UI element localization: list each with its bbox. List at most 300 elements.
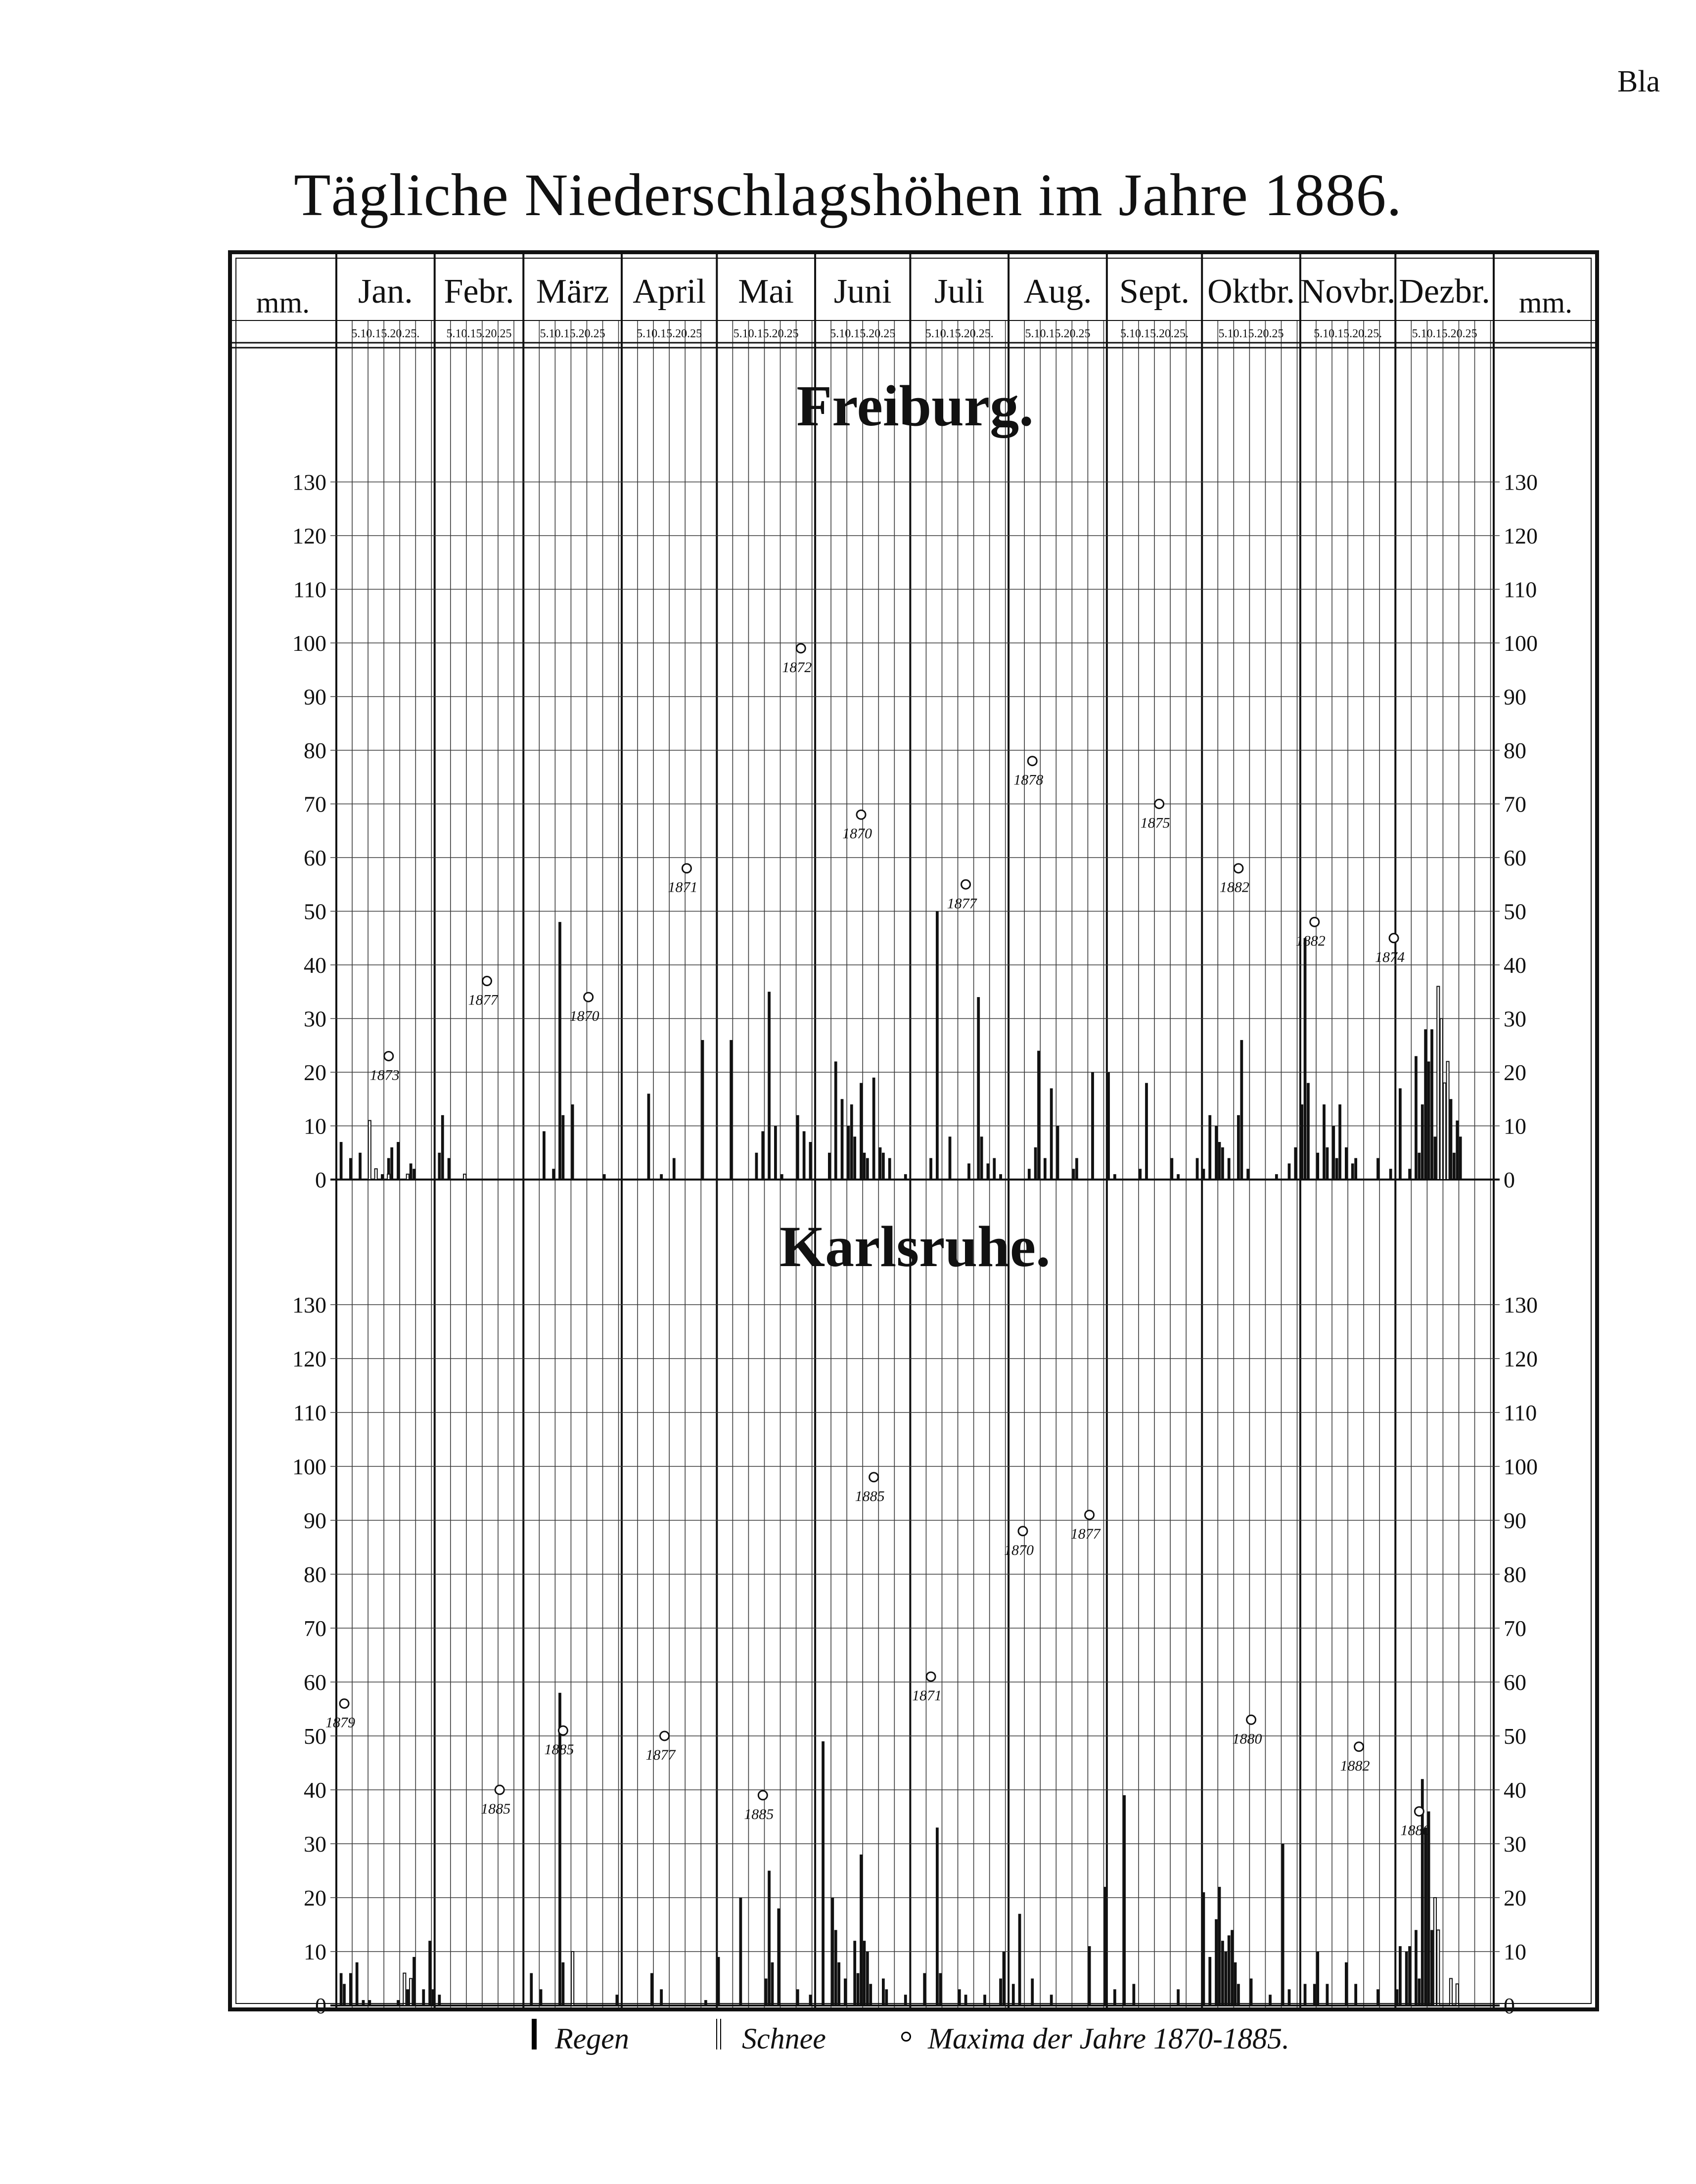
y-tick-label-right: 120: [1504, 523, 1538, 548]
rain-bar: [1237, 1115, 1240, 1180]
rain-bar: [561, 1115, 564, 1180]
rain-bar: [869, 1984, 872, 2005]
maxima-marker: [1415, 1807, 1423, 1816]
rain-bar: [1354, 1158, 1357, 1180]
maxima-marker: [1018, 1527, 1027, 1536]
rain-bar: [571, 1104, 574, 1180]
rain-bar: [1240, 1040, 1243, 1180]
month-label: Novbr.: [1300, 273, 1396, 311]
day-tick-label: 5.10.15.20.25: [830, 327, 896, 340]
rain-bar: [1215, 1126, 1218, 1180]
y-tick-label-right: 40: [1504, 1777, 1526, 1803]
maxima-marker: [340, 1699, 349, 1708]
rain-bar: [381, 1174, 384, 1180]
y-tick-label-left: 30: [304, 1006, 326, 1032]
rain-bar: [1335, 1158, 1338, 1180]
rain-bar: [1145, 1083, 1148, 1180]
day-tick-label: 5.10.15.20.25: [1025, 327, 1091, 340]
y-tick-label-right: 20: [1504, 1060, 1526, 1085]
rain-bar: [768, 992, 771, 1180]
rain-bar: [863, 1941, 866, 2005]
maxima-year-label: 1880: [1400, 1822, 1430, 1839]
rain-bar: [558, 1693, 561, 2005]
y-tick-label-right: 50: [1504, 1724, 1526, 1749]
rain-bar: [860, 1083, 863, 1180]
rain-bar: [999, 1174, 1002, 1180]
maxima-marker: [857, 810, 866, 819]
maxima-year-label: 1882: [1340, 1757, 1370, 1774]
y-tick-label-left: 40: [304, 953, 326, 978]
y-tick-label-left: 0: [315, 1993, 326, 2018]
rain-bar: [1208, 1115, 1211, 1180]
rain-bar: [1304, 938, 1307, 1180]
y-tick-label-right: 80: [1504, 738, 1526, 763]
y-tick-label-right: 130: [1504, 469, 1538, 495]
rain-bar: [1408, 1169, 1411, 1180]
y-tick-label-left: 110: [293, 1400, 326, 1425]
rain-bar: [1250, 1979, 1253, 2006]
rain-bar: [853, 1137, 856, 1180]
maxima-year-label: 1871: [668, 879, 698, 896]
snow-bar: [1446, 1061, 1449, 1180]
rain-bar: [1221, 1147, 1224, 1180]
rain-bar: [1430, 1930, 1433, 2005]
rain-bar: [1221, 1941, 1224, 2005]
y-tick-label-right: 20: [1504, 1885, 1526, 1911]
maxima-marker: [962, 880, 970, 889]
snow-bar: [407, 1174, 409, 1180]
rain-bar: [650, 1973, 653, 2005]
day-tick-label: 5.10.15.20.25: [540, 327, 605, 340]
rain-bar: [1408, 1946, 1411, 2005]
maxima-marker: [384, 1051, 393, 1060]
rain-bar: [1288, 1163, 1291, 1180]
y-tick-label-right: 120: [1504, 1346, 1538, 1371]
rain-bar: [1434, 1137, 1437, 1180]
snow-bar: [1443, 1083, 1446, 1180]
rain-bar: [1228, 1935, 1231, 2005]
maxima-marker: [1310, 917, 1319, 926]
rain-bar: [1034, 1147, 1037, 1180]
rain-bar: [882, 1979, 885, 2006]
maxima-marker: [483, 977, 492, 986]
rain-bar: [822, 1741, 825, 2005]
rain-bar: [1351, 1163, 1354, 1180]
snow-bar: [387, 1174, 390, 1180]
snow-bar: [571, 1952, 574, 2005]
rain-bar: [1326, 1984, 1329, 2005]
rain-bar: [828, 1153, 831, 1180]
y-tick-label-right: 30: [1504, 1006, 1526, 1032]
y-tick-label-right: 30: [1504, 1831, 1526, 1857]
y-tick-label-left: 130: [292, 1292, 326, 1318]
rain-bar: [761, 1131, 764, 1180]
y-tick-label-left: 10: [304, 1939, 326, 1964]
y-tick-label-left: 120: [292, 1346, 326, 1371]
y-tick-label-right: 110: [1504, 1400, 1537, 1425]
rain-bar: [543, 1131, 546, 1180]
rain-bar: [1421, 1104, 1424, 1180]
rain-bar: [1389, 1169, 1392, 1180]
rain-bar: [1044, 1158, 1047, 1180]
rain-bar: [1208, 1957, 1211, 2005]
y-tick-label-left: 80: [304, 1562, 326, 1587]
maxima-marker: [1234, 864, 1243, 873]
rain-bar: [362, 2000, 365, 2005]
maxima-year-label: 1877: [645, 1747, 676, 1763]
maxima-marker: [495, 1785, 504, 1794]
y-tick-label-left: 60: [304, 845, 326, 870]
rain-bar: [1338, 1104, 1341, 1180]
rain-bar: [359, 1153, 362, 1180]
y-tick-label-left: 10: [304, 1113, 326, 1139]
rain-bar: [939, 1973, 942, 2005]
y-tick-label-right: 100: [1504, 631, 1538, 656]
rain-bar: [987, 1163, 990, 1180]
month-label: Mai: [738, 273, 794, 311]
rain-bar: [1418, 1153, 1421, 1180]
maxima-marker: [1355, 1742, 1364, 1751]
rain-bar: [561, 1962, 564, 2005]
rain-bar: [730, 1040, 733, 1180]
maxima-marker: [1028, 757, 1037, 766]
rain-bar: [1399, 1946, 1402, 2005]
panel-title: Karlsruhe.: [779, 1214, 1051, 1279]
rain-bar: [967, 1163, 970, 1180]
day-tick-label: 5.10.15.20.25: [446, 327, 512, 340]
unit-label-right: mm.: [1518, 286, 1573, 319]
rain-bar: [999, 1979, 1002, 2006]
day-tick-label: 5.10.15.20.25.: [925, 327, 994, 340]
rain-bar: [872, 1078, 875, 1180]
legend-rain-swatch: [532, 2019, 537, 2049]
y-tick-label-left: 100: [292, 631, 326, 656]
rain-bar: [1218, 1142, 1221, 1180]
rain-bar: [739, 1898, 742, 2005]
legend-snow-label: Schnee: [742, 2022, 826, 2055]
rain-bar: [1139, 1169, 1142, 1180]
rain-bar: [356, 1962, 359, 2005]
maxima-year-label: 1870: [842, 825, 872, 842]
rain-bar: [771, 1962, 774, 2005]
y-tick-label-left: 50: [304, 899, 326, 924]
rain-bar: [1399, 1089, 1402, 1180]
rain-bar: [1012, 1984, 1015, 2005]
day-tick-label: 5.10.15.20.25.: [1314, 327, 1382, 340]
day-tick-label: 5.10.15.20.25: [1412, 327, 1477, 340]
rain-bar: [448, 1158, 451, 1180]
maxima-marker: [926, 1672, 935, 1681]
rain-bar: [1246, 1169, 1249, 1180]
rain-bar: [413, 1957, 415, 2005]
rain-bar: [1307, 1083, 1310, 1180]
rain-bar: [936, 911, 939, 1180]
y-tick-label-left: 30: [304, 1831, 326, 1857]
rain-bar: [1018, 1914, 1021, 2005]
y-tick-label-left: 40: [304, 1777, 326, 1803]
maxima-year-label: 1882: [1219, 879, 1249, 896]
rain-bar: [1075, 1158, 1078, 1180]
rain-bar: [1304, 1984, 1307, 2005]
rain-bar: [853, 1941, 856, 2005]
rain-bar: [349, 1973, 352, 2005]
maxima-year-label: 1879: [325, 1714, 356, 1731]
month-label: Febr.: [444, 273, 514, 311]
rain-bar: [1354, 1984, 1357, 2005]
rain-bar: [704, 2000, 707, 2005]
snow-bar: [463, 1174, 466, 1180]
rain-bar: [1091, 1072, 1094, 1180]
maxima-year-label: 1885: [855, 1488, 885, 1504]
y-tick-label-left: 100: [292, 1454, 326, 1479]
rain-bar: [1170, 1158, 1173, 1180]
y-tick-label-left: 20: [304, 1060, 326, 1085]
y-tick-label-left: 110: [293, 577, 326, 602]
rain-bar: [1028, 1169, 1031, 1180]
rain-bar: [834, 1930, 837, 2005]
rain-bar: [1275, 1174, 1278, 1180]
rain-bar: [1037, 1051, 1040, 1180]
rain-bar: [552, 1169, 555, 1180]
maxima-marker: [1085, 1510, 1094, 1519]
rain-bar: [1003, 1952, 1006, 2005]
legend-snow-swatch: [716, 2019, 721, 2049]
month-label: Dezbr.: [1399, 273, 1490, 311]
rain-bar: [1196, 1158, 1199, 1180]
month-label: Juli: [934, 273, 985, 311]
rain-bar: [888, 1158, 891, 1180]
rain-bar: [803, 1131, 806, 1180]
maxima-year-label: 1885: [481, 1801, 511, 1817]
rain-bar: [1450, 1099, 1453, 1180]
month-label: Aug.: [1023, 273, 1092, 311]
rain-bar: [1072, 1169, 1075, 1180]
rain-bar: [1107, 1072, 1110, 1180]
rain-bar: [1294, 1147, 1297, 1180]
rain-bar: [841, 1099, 844, 1180]
maxima-marker: [796, 644, 805, 653]
rain-bar: [844, 1979, 847, 2006]
snow-bar: [1434, 1898, 1436, 2005]
y-tick-label-right: 100: [1504, 1454, 1538, 1479]
inner-frame: [236, 258, 1591, 2003]
y-tick-label-right: 60: [1504, 845, 1526, 870]
rain-bar: [1345, 1962, 1348, 2005]
rain-bar: [1456, 1121, 1459, 1180]
y-tick-label-right: 90: [1504, 684, 1526, 710]
rain-bar: [1323, 1104, 1326, 1180]
rain-bar: [1177, 1174, 1180, 1180]
rain-bar: [977, 997, 980, 1180]
rain-bar: [1224, 1952, 1227, 2005]
y-tick-label-left: 60: [304, 1670, 326, 1695]
rain-bar: [1123, 1795, 1126, 2005]
month-label: Oktbr.: [1207, 273, 1295, 311]
rain-bar: [834, 1061, 837, 1180]
maxima-year-label: 1882: [1295, 933, 1326, 950]
rain-bar: [765, 1979, 768, 2006]
rain-bar: [1237, 1984, 1240, 2005]
snow-bar: [1437, 1930, 1439, 2005]
rain-bar: [1031, 1979, 1034, 2006]
rain-bar: [340, 1973, 343, 2005]
rain-bar: [980, 1137, 983, 1180]
snow-bar: [368, 1121, 371, 1180]
maxima-marker: [682, 864, 691, 873]
rain-bar: [438, 1153, 441, 1180]
y-tick-label-left: 70: [304, 1616, 326, 1641]
rain-bar: [1405, 1952, 1408, 2005]
snow-bar: [1456, 1984, 1459, 2005]
rain-bar: [1050, 1089, 1053, 1180]
panel-freiburg: [292, 373, 1538, 1192]
snow-bar: [1437, 986, 1439, 1180]
rain-bar: [1113, 1174, 1116, 1180]
maxima-year-label: 1878: [1013, 772, 1044, 788]
maxima-marker: [1155, 800, 1164, 809]
maxima-year-label: 1877: [468, 992, 498, 1008]
rain-bar: [755, 1153, 758, 1180]
month-label: Sept.: [1119, 273, 1190, 311]
y-tick-label-right: 70: [1504, 1616, 1526, 1641]
month-label: Juni: [833, 273, 892, 311]
maxima-year-label: 1885: [744, 1806, 774, 1822]
rain-bar: [1332, 1126, 1335, 1180]
rain-bar: [1231, 1930, 1234, 2005]
rain-bar: [701, 1040, 704, 1180]
month-label: April: [633, 273, 706, 311]
rain-bar: [1418, 1979, 1421, 2006]
rain-bar: [397, 1142, 400, 1180]
rain-bar: [993, 1158, 996, 1180]
month-label: Jan.: [358, 273, 413, 311]
y-tick-label-right: 10: [1504, 1113, 1526, 1139]
rain-bar: [1300, 1104, 1303, 1180]
rain-bar: [390, 1147, 393, 1180]
legend-rain-label: Regen: [555, 2022, 629, 2055]
rain-bar: [879, 1147, 882, 1180]
y-tick-label-left: 130: [292, 469, 326, 495]
rain-bar: [863, 1153, 866, 1180]
y-tick-label-right: 50: [1504, 899, 1526, 924]
y-tick-label-right: 40: [1504, 953, 1526, 978]
rain-bar: [1345, 1147, 1348, 1180]
rain-bar: [1313, 1984, 1316, 2005]
rain-bar: [1326, 1147, 1329, 1180]
rain-bar: [949, 1137, 952, 1180]
rain-bar: [1424, 1029, 1427, 1180]
rain-bar: [1215, 1919, 1218, 2005]
rain-bar: [1104, 1887, 1107, 2005]
rain-bar: [847, 1126, 850, 1180]
day-tick-label: 5.10.15.20.25.: [1120, 327, 1189, 340]
y-tick-label-left: 0: [315, 1167, 326, 1192]
y-tick-label-right: 130: [1504, 1292, 1538, 1318]
maxima-year-label: 1874: [1375, 949, 1405, 965]
rain-bar: [777, 1909, 780, 2005]
rain-bar: [1453, 1153, 1456, 1180]
rain-bar: [413, 1169, 415, 1180]
rain-bar: [368, 2000, 371, 2005]
rain-bar: [1415, 1056, 1418, 1180]
rain-bar: [774, 1126, 777, 1180]
snow-bar: [1450, 1979, 1452, 2006]
y-tick-label-right: 0: [1504, 1167, 1515, 1192]
maxima-marker: [870, 1473, 878, 1482]
snow-bar: [410, 1979, 412, 2006]
panel-title: Freiburg.: [796, 373, 1034, 438]
maxima-year-label: 1877: [1070, 1526, 1100, 1543]
rain-bar: [936, 1827, 939, 2005]
rain-bar: [809, 1142, 812, 1180]
y-tick-label-right: 60: [1504, 1670, 1526, 1695]
y-tick-label-left: 70: [304, 791, 326, 817]
rain-bar: [673, 1158, 676, 1180]
rain-bar: [768, 1871, 771, 2006]
rain-bar: [1316, 1952, 1319, 2005]
snow-bar: [403, 1973, 406, 2005]
rain-bar: [428, 1941, 431, 2005]
maxima-year-label: 1870: [1004, 1542, 1034, 1558]
rain-bar: [1424, 1827, 1427, 2005]
rain-bar: [647, 1093, 650, 1180]
rain-bar: [441, 1115, 444, 1180]
rain-bar: [780, 1174, 783, 1180]
maxima-year-label: 1871: [912, 1687, 942, 1704]
maxima-year-label: 1880: [1232, 1730, 1262, 1747]
y-tick-label-right: 90: [1504, 1508, 1526, 1533]
rain-bar: [1459, 1137, 1462, 1180]
rain-bar: [1202, 1169, 1205, 1180]
maxima-year-label: 1873: [369, 1067, 400, 1084]
rain-bar: [796, 1115, 799, 1180]
y-tick-label-left: 80: [304, 738, 326, 763]
snow-bar: [375, 1169, 377, 1180]
rain-bar: [397, 2000, 400, 2005]
rain-bar: [904, 1174, 907, 1180]
day-tick-label: 5.10.15.20.25.: [351, 327, 420, 340]
y-tick-label-right: 70: [1504, 791, 1526, 817]
y-tick-label-left: 120: [292, 523, 326, 548]
sheet-label: Bla: [1617, 65, 1660, 98]
rain-bar: [349, 1158, 352, 1180]
rain-bar: [923, 1973, 926, 2005]
rain-bar: [882, 1153, 885, 1180]
maxima-year-label: 1875: [1140, 815, 1170, 831]
rain-bar: [1056, 1126, 1059, 1180]
rain-bar: [343, 1984, 346, 2005]
rain-bar: [857, 1973, 860, 2005]
legend-maxima-label: Maxima der Jahre 1870-1885.: [928, 2022, 1289, 2055]
unit-label-left: mm.: [256, 286, 310, 319]
maxima-marker: [1247, 1715, 1256, 1724]
snow-bar: [1440, 1019, 1443, 1180]
rain-bar: [1415, 1930, 1418, 2005]
maxima-year-label: 1872: [782, 659, 812, 676]
maxima-marker: [1389, 934, 1398, 943]
maxima-year-label: 1870: [569, 1008, 599, 1025]
legend-maxima-marker: [901, 2032, 911, 2042]
rain-bar: [929, 1158, 932, 1180]
y-tick-label-right: 80: [1504, 1562, 1526, 1587]
rain-bar: [837, 1962, 840, 2005]
rain-bar: [1376, 1158, 1379, 1180]
rain-bar: [410, 1163, 413, 1180]
rain-bar: [1316, 1153, 1319, 1180]
rain-bar: [660, 1174, 663, 1180]
chart-title: Tägliche Niederschlagshöhen im Jahre 1886.: [294, 162, 1402, 228]
rain-bar: [1228, 1158, 1231, 1180]
